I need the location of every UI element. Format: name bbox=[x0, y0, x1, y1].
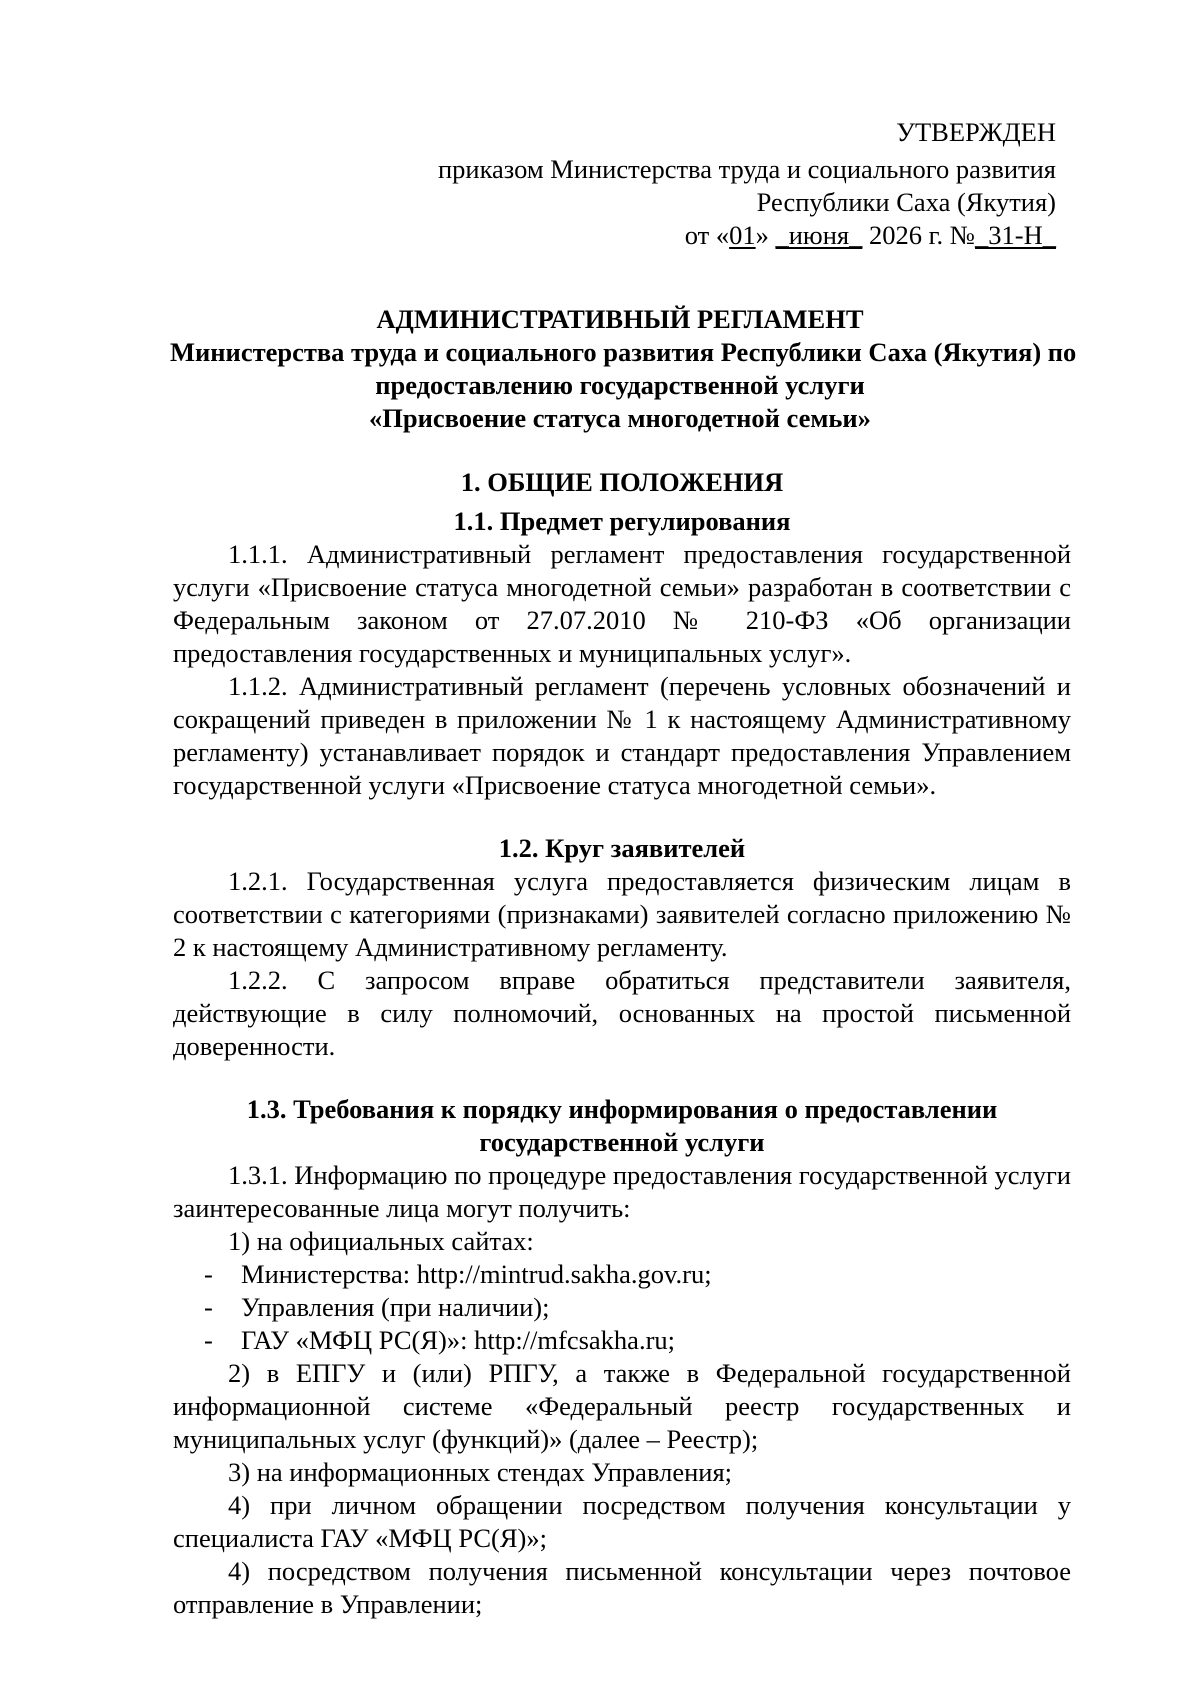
date-day: 01 bbox=[729, 220, 756, 250]
approval-stamp bbox=[296, 116, 1056, 252]
paragraph-1-1-1: 1.1.1. Административный регламент предоставления государственной услуги «Присвоение статуса многодетной семьи» разработан в соответствии с Федеральным законом от 27.07.2010 № 210-ФЗ «Об организации предоставления государственных и муниципальных услуг». bbox=[173, 539, 1071, 668]
date-month: _июня_ bbox=[775, 220, 863, 250]
approval-date-line bbox=[296, 219, 1056, 252]
list-item-2: 2) в ЕПГУ и (или) РПГУ, а также в Федеральной государственной информационной системе «Федеральный реестр государственных и муниципальных услуг (функций)» (далее – Реестр); bbox=[173, 1358, 1071, 1454]
section-heading: 1. ОБЩИЕ ПОЛОЖЕНИЯ bbox=[460, 467, 784, 497]
approval-republic-line: Республики Саха (Якутия) bbox=[756, 187, 1056, 217]
paragraph-1-2-1: 1.2.1. Государственная услуга предоставляется физическим лицам в соответствии с категориями (признаками) заявителей согласно приложению № 2 к настоящему Административному регламенту. bbox=[173, 866, 1071, 962]
title-line-2: Министерства труда и социального развития Республики Саха (Якутия) по bbox=[170, 337, 1077, 367]
bullet-text: ГАУ «МФЦ РС(Я)»: http://mfcsakha.ru; bbox=[241, 1325, 676, 1355]
bullet-text: Управления (при наличии); bbox=[241, 1292, 550, 1322]
date-sep: » bbox=[755, 220, 776, 250]
paragraph-1-1-2: 1.1.2. Административный регламент (перечень условных обозначений и сокращений приведен в приложении № 1 к настоящему Административному регламенту) устанавливает порядок и стандарт предоставления Управлением государственной услуги «Присвоение статуса многодетной семьи». bbox=[173, 671, 1071, 800]
title-line-4: «Присвоение статуса многодетной семьи» bbox=[369, 403, 871, 433]
paragraph-1-2-2: 1.2.2. С запросом вправе обратиться представители заявителя, действующие в силу полномочий, основанных на простой письменной доверенности. bbox=[173, 965, 1071, 1061]
list-item-1: 1) на официальных сайтах: bbox=[228, 1226, 534, 1256]
subsection-heading-1-2: 1.2. Круг заявителей bbox=[498, 833, 746, 863]
bullet-item bbox=[173, 1258, 1071, 1291]
list-item-3: 3) на информационных стендах Управления; bbox=[228, 1457, 733, 1487]
document-body bbox=[173, 466, 1071, 1621]
bullet-dash: - bbox=[204, 1325, 213, 1355]
subsection-heading-1-3 bbox=[173, 1093, 1071, 1159]
paragraph-1-3-1: 1.3.1. Информацию по процедуре предоставления государственной услуги заинтересованные лица могут получить: bbox=[173, 1160, 1071, 1223]
document-title bbox=[170, 303, 1077, 435]
title-line-1: АДМИНИСТРАТИВНЫЙ РЕГЛАМЕНТ bbox=[376, 304, 864, 334]
subsection-heading-1-3-line-2: государственной услуги bbox=[479, 1127, 765, 1157]
title-line-3: предоставлению государственной услуги bbox=[375, 370, 865, 400]
order-number: _31-Н_ bbox=[975, 220, 1056, 250]
bullet-item bbox=[173, 1291, 1071, 1324]
bullet-dash: - bbox=[204, 1259, 213, 1289]
subsection-heading-1-1: 1.1. Предмет регулирования bbox=[453, 506, 791, 536]
approval-title: УТВЕРЖДЕН bbox=[896, 117, 1056, 147]
date-year-no: 2026 г. № bbox=[862, 220, 976, 250]
date-prefix: от « bbox=[684, 220, 730, 250]
list-item-4b: 4) посредством получения письменной консультации через почтовое отправление в Управлении; bbox=[173, 1556, 1071, 1619]
list-item-4a: 4) при личном обращении посредством получения консультации у специалиста ГАУ «МФЦ РС(Я)»; bbox=[173, 1490, 1071, 1553]
approval-order-line: приказом Министерства труда и социального развития bbox=[437, 154, 1056, 184]
bullet-dash: - bbox=[204, 1292, 213, 1322]
bullet-text: Министерства: http://mintrud.sakha.gov.ru; bbox=[241, 1259, 712, 1289]
bullet-item bbox=[173, 1324, 1071, 1357]
subsection-heading-1-3-line-1: 1.3. Требования к порядку информирования о предоставлении bbox=[246, 1094, 998, 1124]
